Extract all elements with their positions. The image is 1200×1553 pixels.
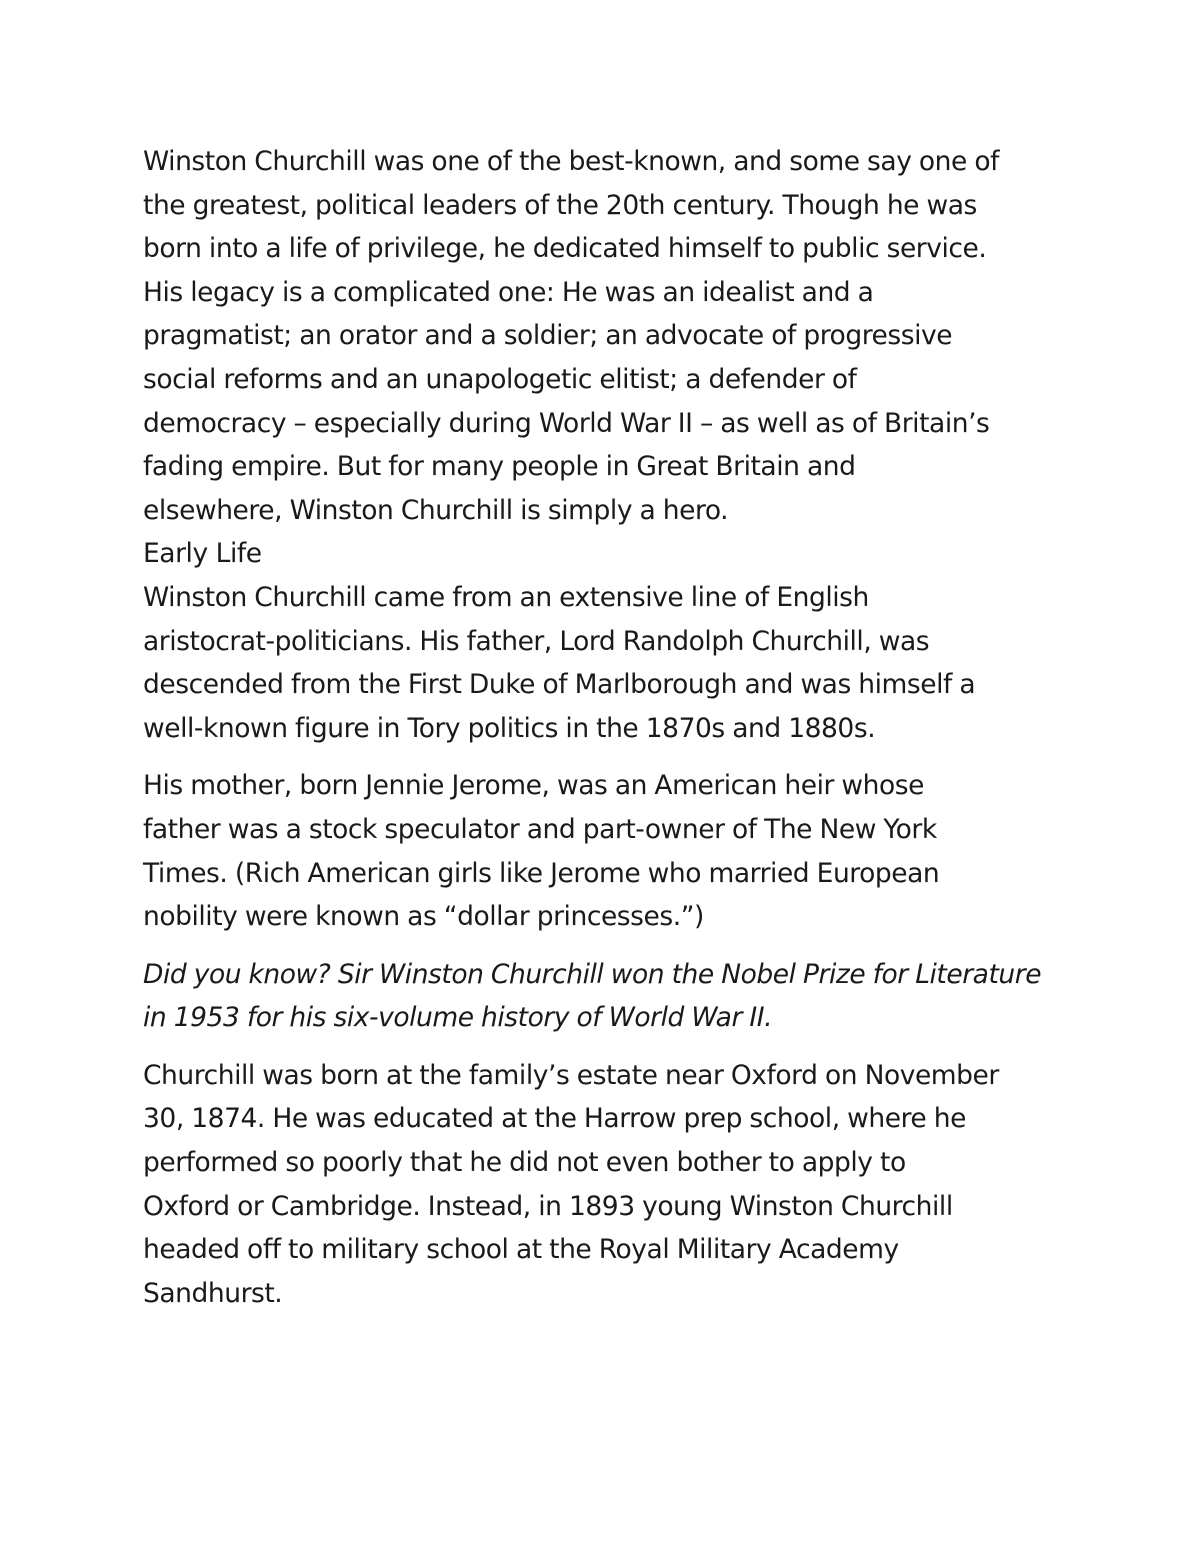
text-line: born into a life of privilege, he dedicated himself to public service. <box>143 233 987 265</box>
did-you-know-callout <box>143 953 1073 1040</box>
text-line: nobility were known as “dollar princesses.”) <box>143 901 704 933</box>
text-line: democracy – especially during World War II – as well as of Britain’s <box>143 407 990 439</box>
text-line: in 1953 for his six-volume history of World War II. <box>143 1002 773 1034</box>
text-line: 30, 1874. He was educated at the Harrow prep school, where he <box>143 1103 966 1135</box>
text-line: Winston Churchill was one of the best-known, and some say one of <box>143 146 999 177</box>
section-heading-early-life: Early Life <box>143 538 262 570</box>
text-line: father was a stock speculator and part-owner of The New York <box>143 813 937 845</box>
document-page <box>143 140 1073 1315</box>
text-line: elsewhere, Winston Churchill is simply a hero. <box>143 494 729 526</box>
text-line: Winston Churchill came from an extensive line of English <box>143 581 869 613</box>
text-line: Churchill was born at the family’s estate near Oxford on November <box>143 1059 999 1091</box>
text-line: the greatest, political leaders of the 20th century. Though he was <box>143 189 977 221</box>
text-line: well-known figure in Tory politics in the 1870s and 1880s. <box>143 712 876 744</box>
early-life-paragraph-2 <box>143 764 1073 938</box>
text-line: pragmatist; an orator and a soldier; an advocate of progressive <box>143 320 953 352</box>
text-line: His legacy is a complicated one: He was an idealist and a <box>143 276 874 308</box>
text-line: Oxford or Cambridge. Instead, in 1893 young Winston Churchill <box>143 1190 953 1222</box>
early-life-paragraph-3 <box>143 1054 1073 1316</box>
text-line: headed off to military school at the Royal Military Academy <box>143 1234 899 1266</box>
early-life-paragraph-1 <box>143 576 1073 750</box>
text-line: descended from the First Duke of Marlborough and was himself a <box>143 669 976 701</box>
text-line: His mother, born Jennie Jerome, was an American heir whose <box>143 770 924 802</box>
text-line: Sandhurst. <box>143 1277 283 1309</box>
intro-paragraph <box>143 140 1073 532</box>
text-line: fading empire. But for many people in Great Britain and <box>143 451 856 483</box>
text-line: Times. (Rich American girls like Jerome who married European <box>143 857 940 889</box>
text-line: aristocrat-politicians. His father, Lord Randolph Churchill, was <box>143 625 930 657</box>
text-line: Did you know? Sir Winston Churchill won the Nobel Prize for Literature <box>143 958 1042 990</box>
text-line: social reforms and an unapologetic elitist; a defender of <box>143 363 857 395</box>
text-line: performed so poorly that he did not even bother to apply to <box>143 1147 906 1179</box>
